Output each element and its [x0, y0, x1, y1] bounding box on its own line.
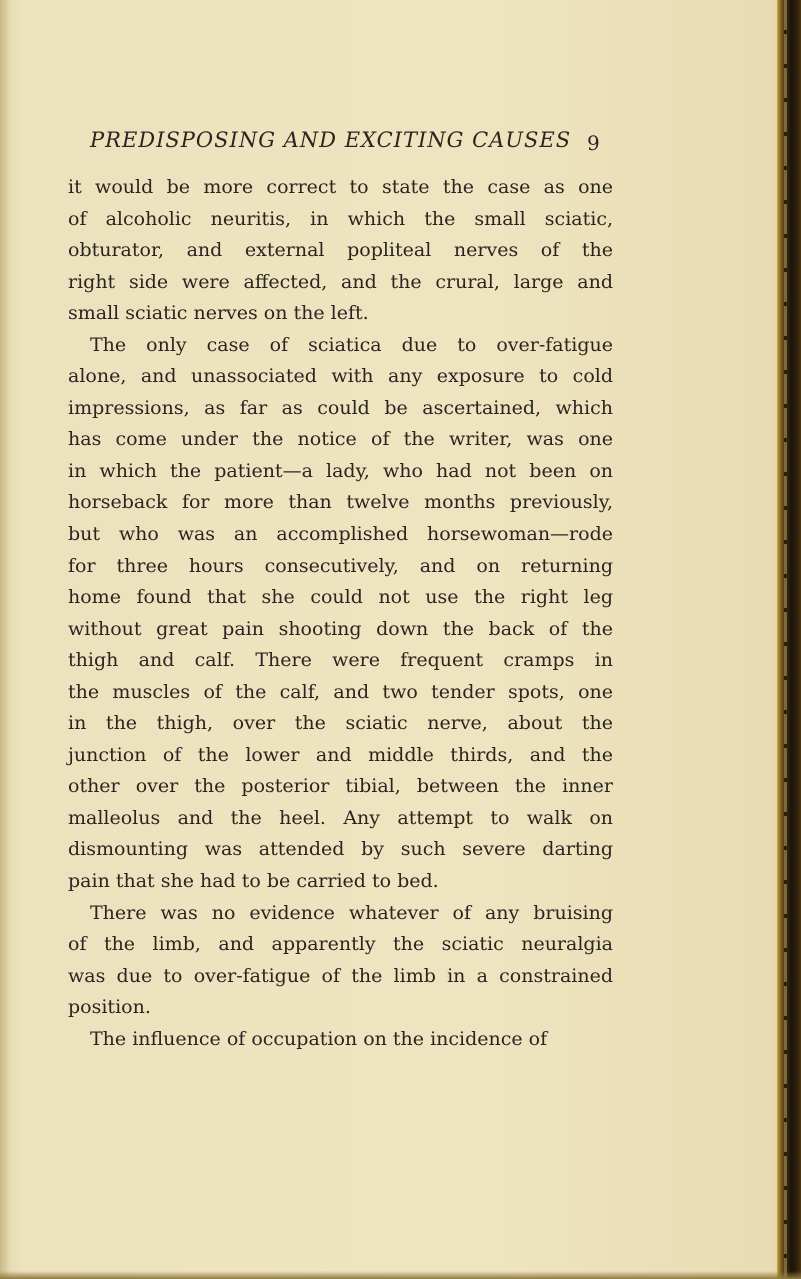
- text-line: but who was an accomplished horsewoman—rode: [68, 523, 613, 546]
- text-line: the muscles of the calf, and two tender spots, one: [68, 680, 613, 703]
- page-bottom-edge: [0, 1271, 801, 1279]
- text-line: without great pain shooting down the back of the: [68, 617, 613, 640]
- running-head-title: PREDISPOSING AND EXCITING CAUSES: [90, 128, 572, 152]
- book-spine: [777, 0, 801, 1279]
- text-line: in the thigh, over the sciatic nerve, about the: [68, 712, 613, 735]
- text-line: horseback for more than twelve months previously,: [68, 491, 613, 514]
- text-line: home found that she could not use the right leg: [68, 586, 613, 609]
- text-line: pain that she had to be carried to bed.: [68, 870, 439, 893]
- text-line: obturator, and external popliteal nerves of the: [68, 239, 613, 262]
- paragraph-start-line: The influence of occupation on the incidence of: [90, 1027, 548, 1050]
- page-number: 9: [587, 131, 601, 155]
- text-line: position.: [68, 996, 151, 1019]
- paragraph-start-line: The only case of sciatica due to over-fatigue: [90, 333, 613, 356]
- text-line: of alcoholic neuritis, in which the small sciatic,: [68, 207, 613, 230]
- text-line: dismounting was attended by such severe darting: [68, 838, 613, 861]
- text-line: has come under the notice of the writer, was one: [68, 428, 613, 451]
- text-line: impressions, as far as could be ascertained, which: [68, 396, 613, 419]
- text-line: it would be more correct to state the case as one: [68, 176, 613, 198]
- text-line: alone, and unassociated with any exposure to cold: [68, 365, 613, 388]
- text-line: small sciatic nerves on the left.: [68, 302, 369, 325]
- text-line: was due to over-fatigue of the limb in a constrained: [68, 964, 613, 987]
- text-line: right side were affected, and the crural, large and: [68, 270, 613, 293]
- text-line: thigh and calf. There were frequent cramps in: [68, 649, 613, 672]
- text-line: malleolus and the heel. Any attempt to walk on: [68, 806, 613, 829]
- running-head: [90, 128, 610, 160]
- paragraph-start-line: There was no evidence whatever of any bruising: [90, 901, 613, 924]
- text-line: other over the posterior tibial, between the inner: [68, 775, 613, 798]
- text-line: junction of the lower and middle thirds, and the: [68, 743, 613, 766]
- text-line: of the limb, and apparently the sciatic neuralgia: [68, 933, 613, 956]
- page-left-edge-shadow: [0, 0, 10, 1279]
- book-spine-stripe: [784, 0, 787, 1279]
- body-text: [68, 172, 613, 1055]
- text-line: in which the patient—a lady, who had not been on: [68, 459, 613, 482]
- text-line: for three hours consecutively, and on returning: [68, 554, 613, 577]
